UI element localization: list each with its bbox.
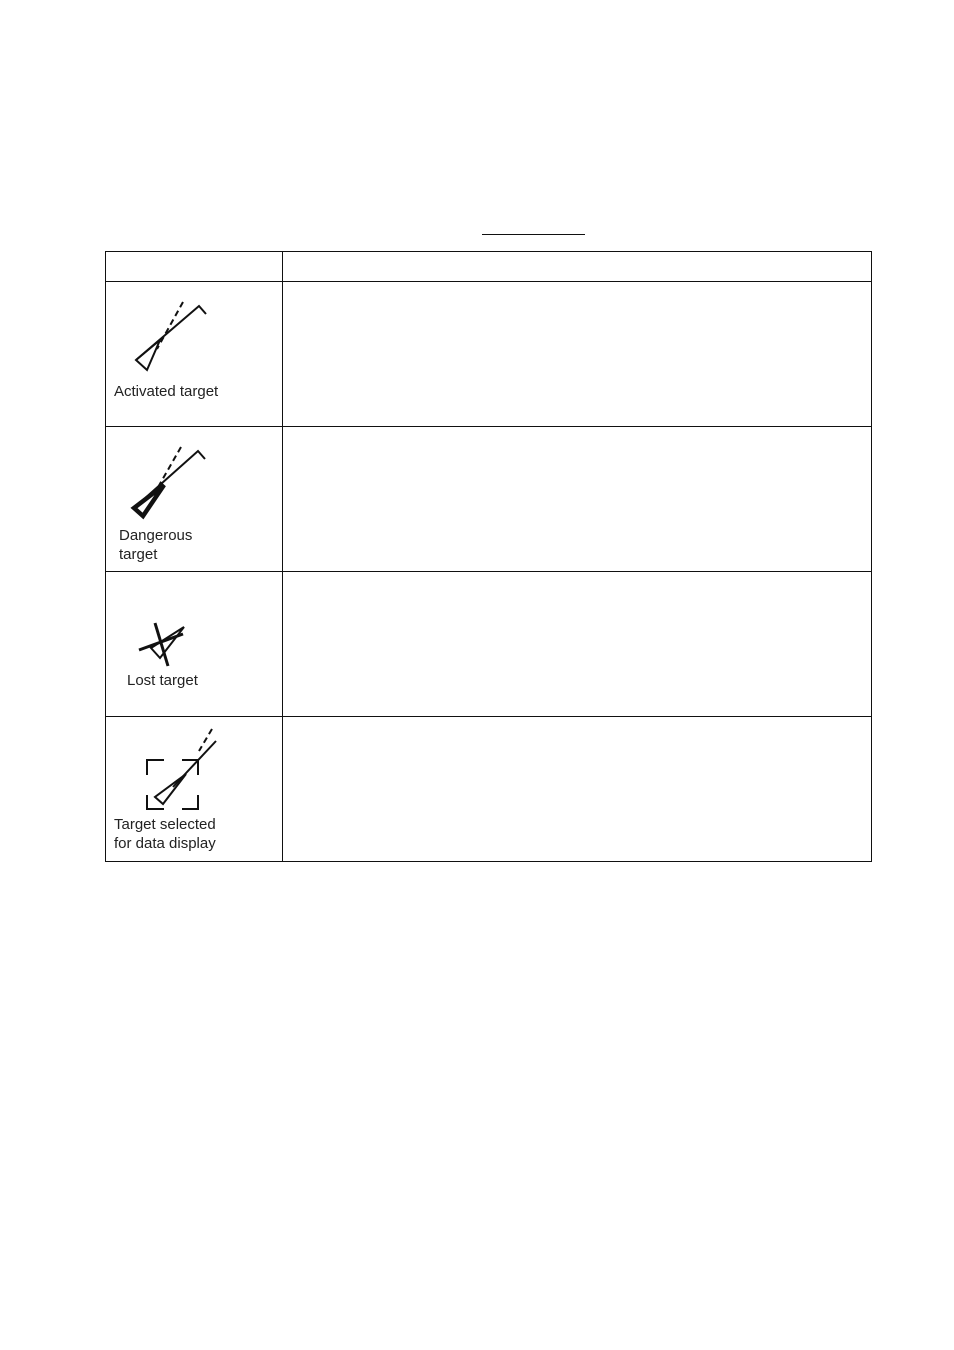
table-header-row: [106, 252, 872, 282]
lost-target-icon: [106, 572, 283, 716]
description-cell: [283, 427, 872, 572]
title-underline: [482, 234, 585, 235]
description-cell: [283, 282, 872, 427]
target-symbol-table: [105, 251, 872, 862]
table-row: [106, 427, 872, 572]
symbol-cell: [106, 427, 283, 572]
table-row: [106, 282, 872, 427]
symbol-label: Activated target: [114, 383, 219, 400]
symbol-label: Dangerous target: [119, 527, 193, 563]
table-row: [106, 717, 872, 862]
symbol-label: Target selected for data display: [114, 816, 216, 852]
symbol-cell: [106, 282, 283, 427]
symbol-label: Lost target: [127, 672, 198, 689]
table-row: [106, 572, 872, 717]
symbol-cell: [106, 572, 283, 717]
symbol-cell: [106, 717, 283, 862]
description-column-header: [283, 252, 872, 282]
description-cell: [283, 717, 872, 862]
activated-target-icon: [106, 282, 283, 426]
description-cell: [283, 572, 872, 717]
symbol-column-header: [106, 252, 283, 282]
